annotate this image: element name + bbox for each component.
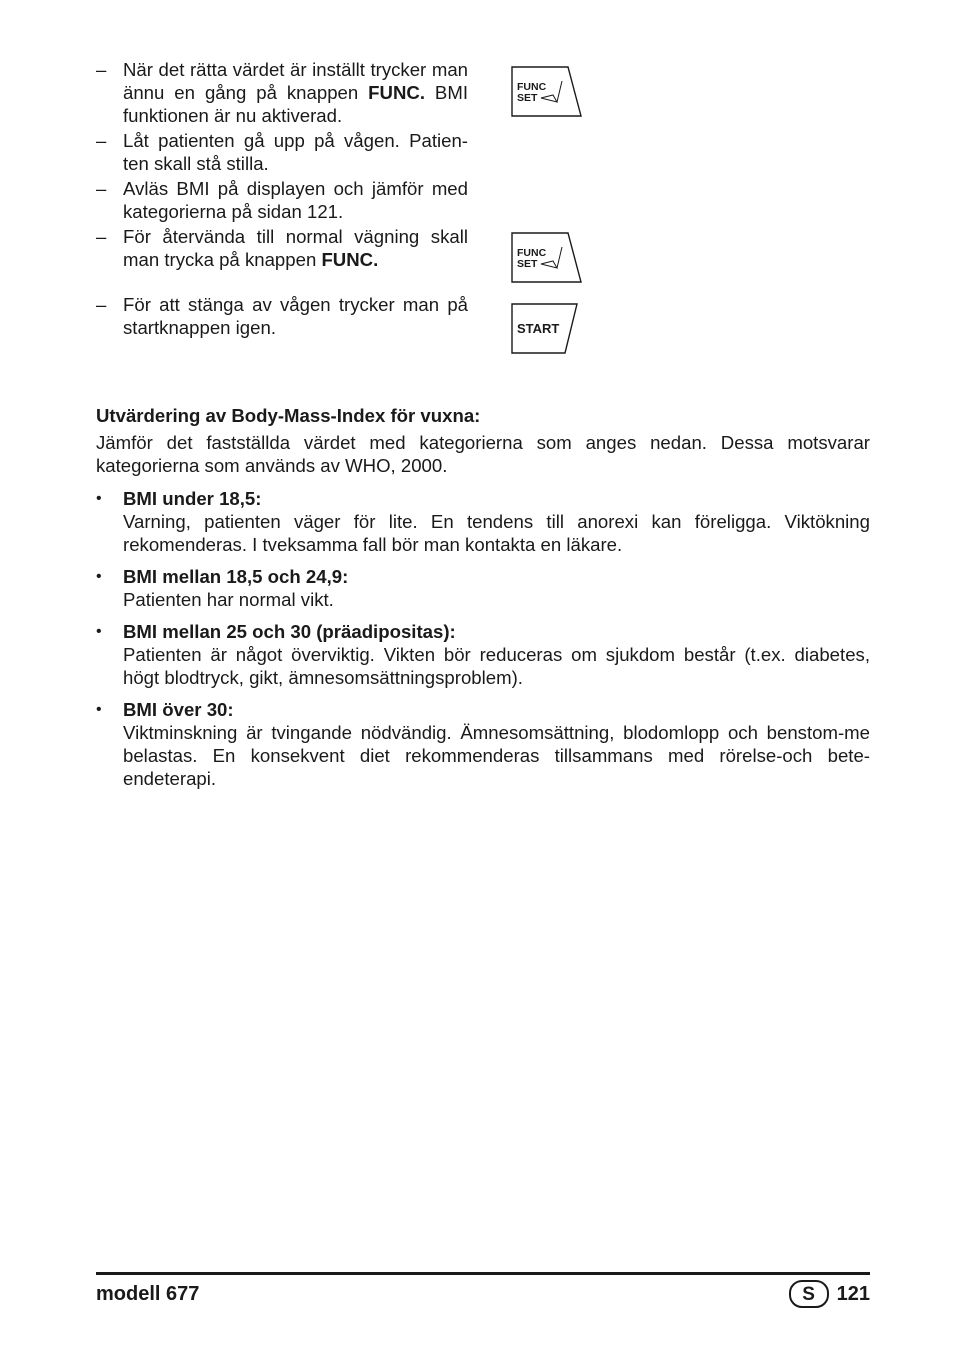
model-name: modell 677 xyxy=(96,1283,200,1305)
page-number: 121 xyxy=(836,1282,870,1305)
step-text: Avläs BMI på displayen och jämför med kategorierna på sidan 121. xyxy=(123,178,468,222)
bmi-category-list xyxy=(96,487,870,790)
list-item xyxy=(96,620,870,689)
language-badge: S xyxy=(789,1280,829,1308)
list-item xyxy=(96,698,870,790)
instruction-steps xyxy=(96,58,468,339)
footer-divider xyxy=(96,1272,870,1275)
step-dash: – xyxy=(96,294,107,315)
step-5 xyxy=(96,293,468,339)
start-key-icon xyxy=(511,303,583,355)
category-description: Patienten är något överviktig. Vikten bör reduceras om sjukdom består (t.ex. diabetes, högt blodtryck, gikt, ämnesomsättningsproblem). xyxy=(123,644,870,688)
step-4 xyxy=(96,225,468,271)
category-heading: BMI mellan 18,5 och 24,9: xyxy=(123,566,349,587)
step-dash: – xyxy=(96,178,107,199)
bullet-dot: • xyxy=(96,490,102,507)
bullet-dot: • xyxy=(96,701,102,718)
bmi-evaluation-section xyxy=(96,404,870,799)
step-1 xyxy=(96,58,468,127)
func-set-key-icon xyxy=(511,232,583,284)
func-keyword: FUNC. xyxy=(368,82,425,103)
step-text: För återvända till normal vägning skall man trycka på knappen FUNC. xyxy=(123,226,468,270)
set-label: SET xyxy=(517,258,538,270)
section-intro: Jämför det fastställda värdet med kategorierna som anges nedan. Dessa motsvarar kategorierna som används av WHO, 2000. xyxy=(96,432,870,476)
category-heading: BMI under 18,5: xyxy=(123,488,262,509)
func-keyword: FUNC. xyxy=(321,249,379,270)
list-item xyxy=(96,565,870,611)
step-text: Låt patienten gå upp på vågen. Patien-ten skall stå stilla. xyxy=(123,130,468,174)
category-description: Viktminskning är tvingande nödvändig. Ämnesomsättning, blodomlopp och benstom-me belastas. En konsekvent diet rekommenderas tillsammans med rörelse-och bete-endeterapi. xyxy=(123,722,870,789)
bullet-dot: • xyxy=(96,623,102,640)
func-label: FUNC xyxy=(517,81,547,93)
category-description: Varning, patienten väger för lite. En tendens till anorexi kan föreligga. Viktökning rekomenderas. I tveksamma fall bör man kontakta en läkare. xyxy=(123,511,870,555)
bullet-dot: • xyxy=(96,568,102,585)
step-dash: – xyxy=(96,130,107,151)
step-3 xyxy=(96,177,468,223)
func-set-key-icon xyxy=(511,66,583,118)
list-item xyxy=(96,487,870,556)
category-heading: BMI över 30: xyxy=(123,699,234,720)
key-illustrations xyxy=(511,66,591,366)
step-text: När det rätta värdet är inställt trycker man ännu en gång på knappen FUNC. BMI funktionen är nu aktiverad. xyxy=(123,59,468,126)
start-label: START xyxy=(517,321,560,336)
set-label: SET xyxy=(517,92,538,104)
category-description: Patienten har normal vikt. xyxy=(123,589,334,610)
step-dash: – xyxy=(96,226,107,247)
step-2 xyxy=(96,129,468,175)
step-dash: – xyxy=(96,59,107,80)
step-text: För att stänga av vågen trycker man på startknappen igen. xyxy=(123,294,468,338)
section-heading: Utvärdering av Body-Mass-Index för vuxna: xyxy=(96,405,481,426)
category-heading: BMI mellan 25 och 30 (präadipositas): xyxy=(123,621,456,642)
page-footer-right xyxy=(789,1280,870,1308)
func-label: FUNC xyxy=(517,247,547,259)
